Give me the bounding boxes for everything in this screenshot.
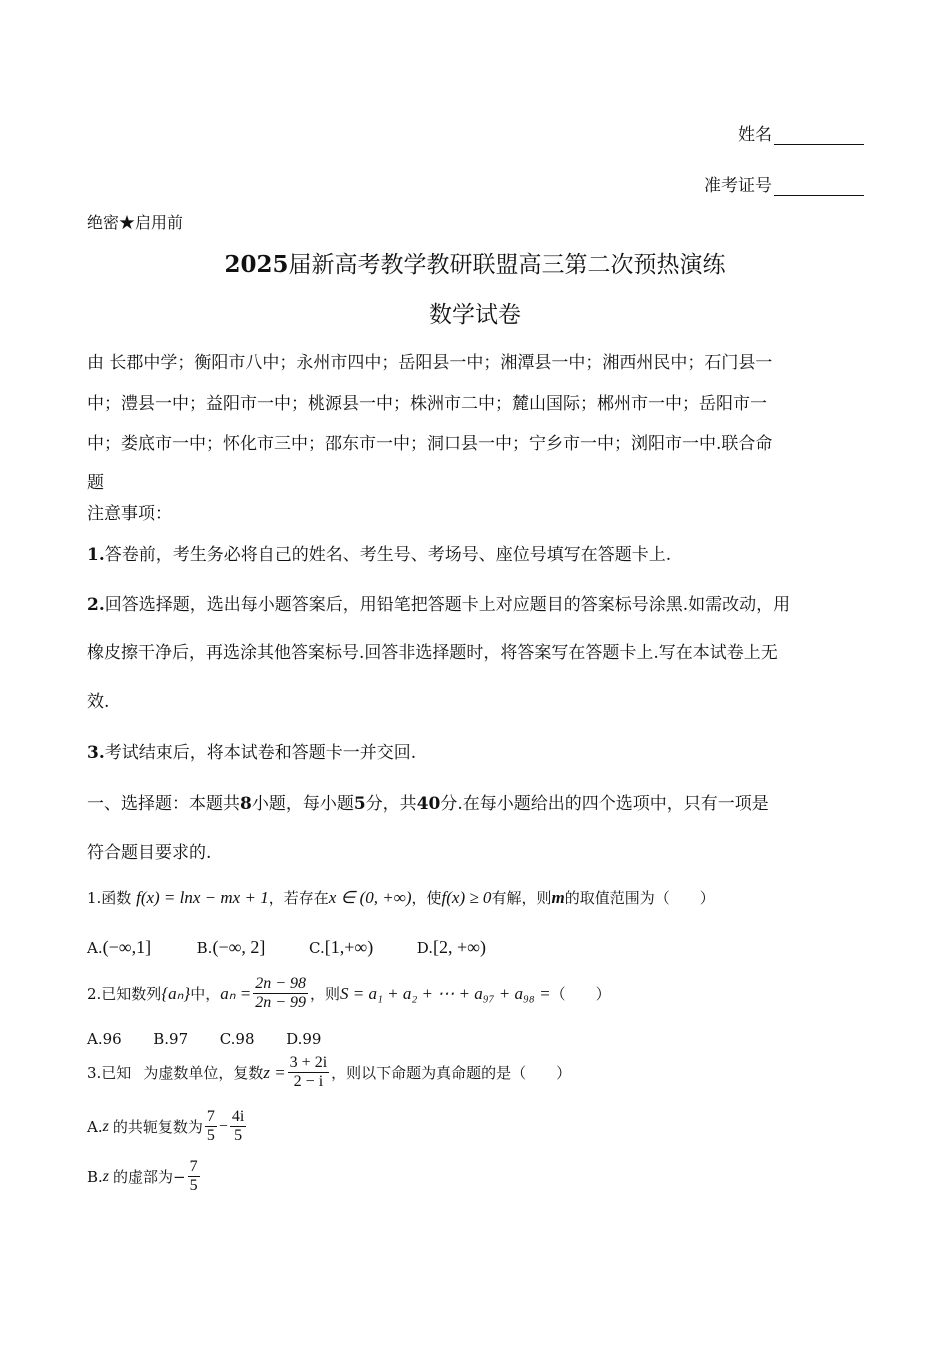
q2-mid-2: ，则 <box>310 985 341 1003</box>
q1-option-c-label: C. <box>309 939 325 957</box>
exam-id-label: 准考证号 <box>704 176 772 196</box>
page-title <box>0 246 950 279</box>
q1-mid-1: ，若存在 <box>268 889 329 907</box>
note-2-line-2: 橡皮擦干净后，再选涂其他答案标号.回答非选择题时，将答案写在答题卡上.写在本试卷上无 <box>87 643 778 663</box>
note-1-num: 1. <box>87 545 105 565</box>
q3-option-a-minus: − <box>218 1117 228 1135</box>
section-1-each: 5 <box>353 794 366 814</box>
q2-options <box>87 1030 321 1048</box>
section-1-text-b: 小题，每小题 <box>251 794 354 814</box>
name-blank <box>774 128 864 145</box>
q1-prefix: 1.函数 <box>87 889 132 907</box>
intro-line-3: 中；娄底市一中；怀化市三中；邵东市一中；洞口县一中；宁乡市一中；浏阳市一中.联合命 <box>87 434 773 454</box>
section-1-line-2: 符合题目要求的. <box>87 843 212 863</box>
q2-fraction <box>253 975 308 1012</box>
intro-line-2: 中；澧县一中；益阳市一中；桃源县一中；株洲市二中；麓山国际；郴州市一中；岳阳市一 <box>87 394 767 414</box>
q3-option-b-den: 5 <box>189 1177 198 1194</box>
section-1-text-a: 一、选择题：本题共 <box>87 794 240 814</box>
section-1-text-d: 分.在每小题给出的四个选项中，只有一项是 <box>440 794 769 814</box>
q1-mid-3: 有解，则 <box>491 889 552 907</box>
section-1-count: 8 <box>240 794 252 814</box>
q3-option-b-label: B. <box>87 1167 103 1186</box>
q1-option-c-value: [1,+∞) <box>324 937 374 957</box>
q2-denominator: 2n − 99 <box>255 994 306 1011</box>
q2-numerator: 2n − 98 <box>255 975 306 992</box>
section-1-heading <box>87 789 865 814</box>
q3-option-a-frac-2 <box>230 1108 246 1145</box>
q3-option-b-text: 的虚部为− <box>113 1168 186 1186</box>
q3-option-a-den-2: 5 <box>234 1127 243 1144</box>
q3-option-a-den-1: 5 <box>206 1127 215 1144</box>
q1-suffix: 的取值范围为（ ） <box>564 889 715 907</box>
title-year: 2025 <box>224 251 289 278</box>
note-2-num: 2. <box>87 595 105 615</box>
q1-option-b-label: B. <box>196 939 213 957</box>
q3-option-b[interactable] <box>87 1158 202 1195</box>
q2-prefix: 2.已知数列 <box>87 985 162 1003</box>
q3-prefix: 3.已知 <box>87 1064 132 1082</box>
q3-option-a-frac-1 <box>205 1108 217 1145</box>
q1-option-a-value: (−∞,1] <box>102 937 152 957</box>
name-label: 姓名 <box>738 125 772 145</box>
notes-heading: 注意事项： <box>87 504 172 524</box>
q2-suffix: （ ） <box>550 985 611 1003</box>
question-2 <box>87 975 611 1012</box>
note-2-text-1: 回答选择题，选出每小题答案后，用铅笔把答题卡上对应题目的答案标号涂黑.如需改动，用 <box>104 595 791 615</box>
q1-domain: x ∈ (0, +∞) <box>328 888 412 907</box>
q3-denominator: 2 − i <box>293 1073 324 1090</box>
section-1-total: 40 <box>416 794 441 814</box>
q2-sequence: {aₙ} <box>161 983 191 1003</box>
q1-option-b-value: (−∞, 2] <box>212 937 266 957</box>
question-3 <box>87 1054 571 1091</box>
note-1-text: 答卷前，考生务必将自己的姓名、考生号、考场号、座位号填写在答题卡上. <box>104 545 672 565</box>
secret-label: 绝密★启用前 <box>87 213 184 232</box>
q1-function: f(x) = lnx − mx + 1 <box>136 888 269 907</box>
title-rest: 届新高考教学教研联盟高三第二次预热演练 <box>288 252 726 278</box>
q3-numerator: 3 + 2i <box>289 1054 328 1071</box>
q1-variable: m <box>551 888 565 907</box>
section-1-text-c: 分，共 <box>365 794 417 814</box>
q2-term: aₙ = <box>220 983 252 1003</box>
q3-option-a-label: A. <box>87 1117 103 1136</box>
q2-option-b[interactable]: B.97 <box>153 1030 189 1048</box>
q3-option-a[interactable] <box>87 1108 248 1145</box>
note-3-text: 考试结束后，将本试卷和答题卡一并交回. <box>104 743 417 763</box>
q1-mid-2: ，使 <box>411 889 442 907</box>
q1-condition: f(x) ≥ 0 <box>441 888 492 907</box>
q1-option-a[interactable] <box>87 939 151 957</box>
q3-option-b-frac <box>188 1158 200 1195</box>
note-2-line-1 <box>87 590 865 615</box>
q2-option-a[interactable]: A.96 <box>87 1030 122 1048</box>
q1-option-d-label: D. <box>416 939 434 957</box>
q1-option-d-value: [2, +∞) <box>433 937 487 957</box>
q1-options <box>87 937 486 958</box>
exam-id-field <box>704 171 864 196</box>
q1-option-a-label: A. <box>87 939 103 957</box>
note-1 <box>87 540 865 565</box>
note-3-num: 3. <box>87 743 105 763</box>
q3-fraction <box>288 1054 329 1091</box>
name-field <box>738 120 864 145</box>
q3-option-b-var: z <box>102 1167 110 1185</box>
note-3 <box>87 738 865 763</box>
q1-option-c[interactable] <box>309 939 373 957</box>
q3-option-a-var: z <box>102 1117 109 1135</box>
q1-option-d[interactable] <box>417 939 486 957</box>
q1-option-b[interactable] <box>197 939 266 957</box>
question-1 <box>87 887 715 908</box>
q2-sum: S = a₁ + a₂ + ⋯ + a₉₇ + a₉₈ = <box>340 983 551 1003</box>
page-subtitle: 数学试卷 <box>429 302 521 328</box>
note-2-line-3: 效. <box>87 692 110 712</box>
q3-suffix: ，则以下命题为真命题的是（ ） <box>331 1064 572 1082</box>
exam-id-blank <box>774 179 864 196</box>
q3-mid-1: 为虚数单位，复数 <box>143 1064 264 1082</box>
q2-mid-1: 中， <box>190 985 221 1003</box>
q3-option-a-text: 的共轭复数为 <box>112 1118 203 1136</box>
intro-line-1: 由 长郡中学；衡阳市八中；永州市四中；岳阳县一中；湘潭县一中；湘西州民中；石门县一 <box>87 353 773 373</box>
q2-option-d[interactable]: D.99 <box>286 1030 322 1048</box>
q3-z: z = <box>263 1062 286 1082</box>
q3-option-a-num-2: 4i <box>231 1108 245 1125</box>
q2-option-c[interactable]: C.98 <box>219 1030 255 1048</box>
q3-option-a-num-1: 7 <box>206 1108 215 1125</box>
intro-line-4: 题 <box>87 473 104 493</box>
q3-option-b-num: 7 <box>189 1158 198 1175</box>
